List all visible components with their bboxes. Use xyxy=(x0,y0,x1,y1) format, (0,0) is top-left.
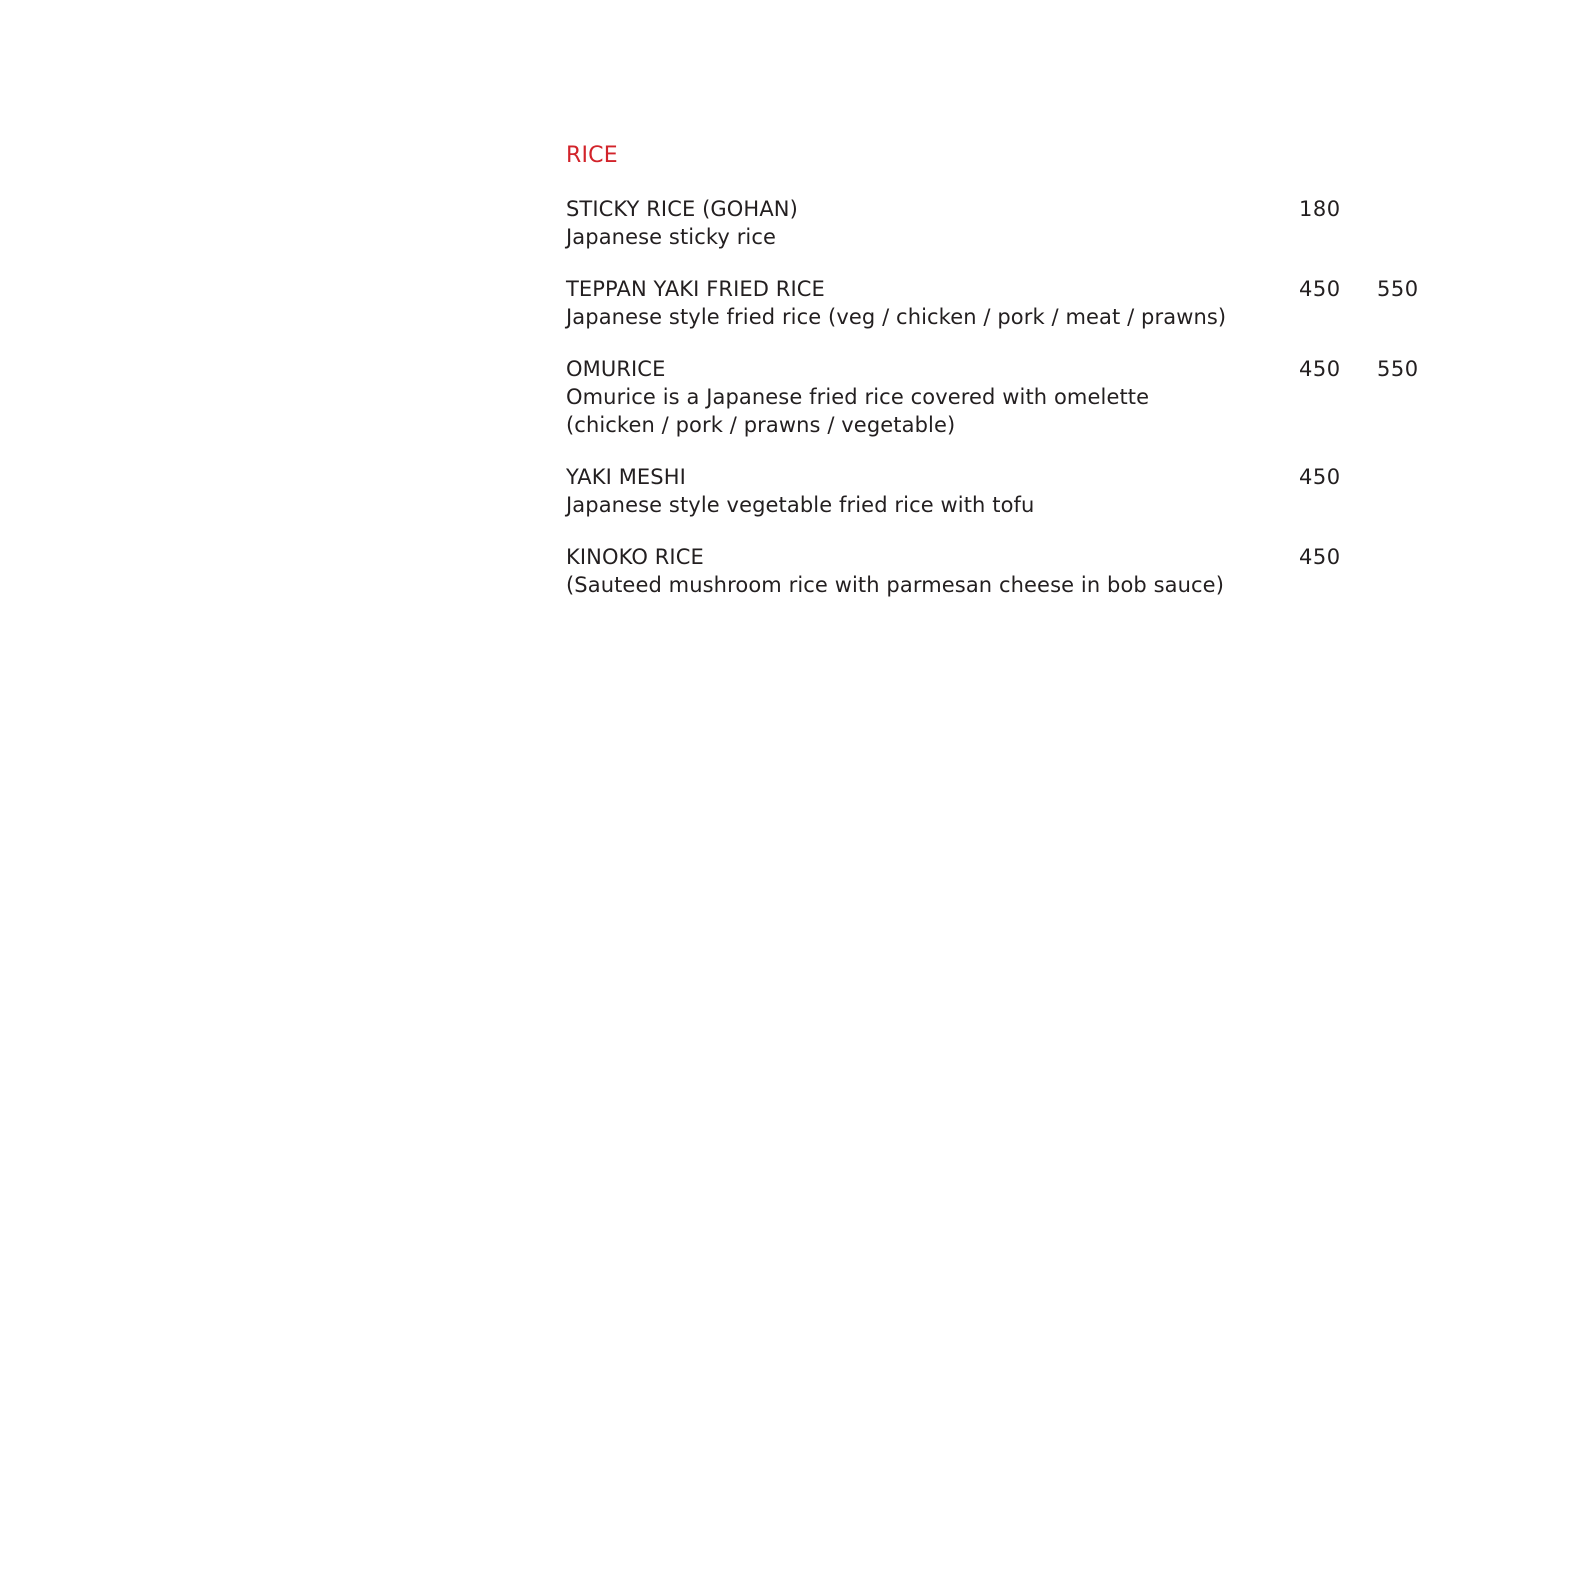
item-price-regular: 450 xyxy=(1299,357,1341,381)
item-price: 180 xyxy=(1299,197,1341,221)
menu-item-teppan-yaki-fried-rice xyxy=(566,275,1446,331)
menu-item-omurice xyxy=(566,355,1446,439)
menu-item-yaki-meshi xyxy=(566,463,1446,519)
item-description: Japanese style vegetable fried rice with tofu xyxy=(566,493,1035,517)
item-description: Omurice is a Japanese fried rice covered with omelette xyxy=(566,385,1150,409)
menu-item-kinoko-rice xyxy=(566,543,1446,599)
item-price-large: 550 xyxy=(1377,357,1419,381)
item-price-regular: 450 xyxy=(1299,277,1341,301)
item-price: 450 xyxy=(1299,545,1341,569)
item-description: (Sauteed mushroom rice with parmesan cheese in bob sauce) xyxy=(566,573,1224,597)
item-name: YAKI MESHI xyxy=(566,465,686,489)
item-name: TEPPAN YAKI FRIED RICE xyxy=(566,277,825,301)
item-name: KINOKO RICE xyxy=(566,545,704,569)
item-name: STICKY RICE (GOHAN) xyxy=(566,197,798,221)
menu-item-sticky-rice xyxy=(566,195,1446,251)
item-name: OMURICE xyxy=(566,357,666,381)
item-price: 450 xyxy=(1299,465,1341,489)
item-price-large: 550 xyxy=(1377,277,1419,301)
section-title: RICE xyxy=(566,143,618,168)
item-description: Japanese sticky rice xyxy=(566,225,777,249)
menu-section xyxy=(566,141,1446,623)
item-description: Japanese style fried rice (veg / chicken / pork / meat / prawns) xyxy=(566,305,1227,329)
item-description-line-2: (chicken / pork / prawns / vegetable) xyxy=(566,413,956,437)
